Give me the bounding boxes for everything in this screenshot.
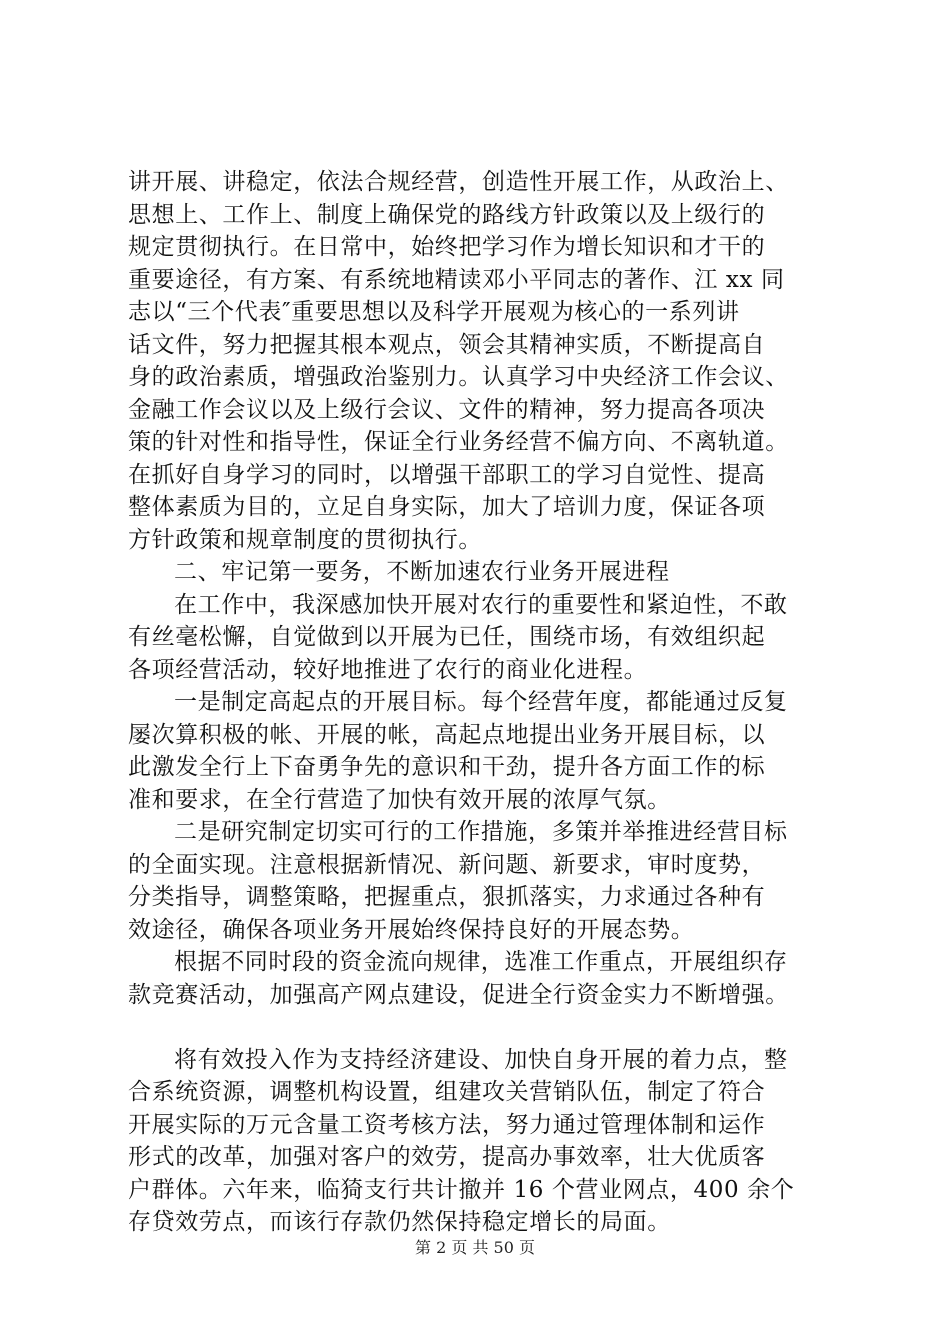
text-line: 根据不同时段的资金流向规律，选准工作重点，开展组织存 [174, 949, 788, 975]
paragraph-gap [128, 1011, 843, 1044]
text-line: 重要途径，有方案、有系统地精读邓小平同志的著作、江 xx 同 [128, 266, 785, 293]
text-line: 在抓好自身学习的同时，以增强干部职工的学习自觉性、提高 [128, 461, 766, 488]
text-line: 效途径，确保各项业务开展始终保持良好的开展态势。 [128, 916, 695, 943]
text-line: 开展实际的万元含量工资考核方法，努力通过管理体制和运作 [128, 1111, 766, 1138]
text-line: 身的政治素质，增强政治鉴别力。认真学习中央经济工作会议、 [128, 364, 789, 390]
text-line: 形式的改革，加强对客户的效劳，提高办事效率，壮大优质客 [128, 1144, 766, 1170]
text-line: 存贷效劳点，而该行存款仍然保持稳定增长的局面。 [128, 1209, 671, 1235]
document-body [128, 166, 843, 1239]
text-line: 合系统资源，调整机构设置，组建攻关营销队伍，制定了符合 [128, 1079, 766, 1105]
text-line: 有丝毫松懈，自觉做到以开展为已任，围绕市场，有效组织起 [128, 624, 766, 650]
text-line: 一是制定高起点的开展目标。每个经营年度，都能通过反复 [174, 689, 788, 715]
text-line: 方针政策和规章制度的贯彻执行。 [128, 526, 482, 553]
text-line: 分类指导，调整策略，把握重点，狠抓落实，力求通过各种有 [128, 884, 766, 910]
text-line: 二是研究制定切实可行的工作措施，多策并举推进经营目标 [174, 819, 788, 845]
text-line: 的全面实现。注意根据新情况、新问题、新要求，审时度势， [128, 851, 766, 878]
text-line: 准和要求，在全行营造了加快有效开展的浓厚气氛。 [128, 786, 671, 813]
text-line: 规定贯彻执行。在日常中，始终把学习作为增长知识和才干的 [128, 234, 766, 260]
text-line: 志以“三个代表″重要思想以及科学开展观为核心的一系列讲 [128, 299, 740, 325]
text-line: 思想上、工作上、制度上确保党的路线方针政策以及上级行的 [128, 201, 766, 228]
text-line: 在工作中，我深感加快开展对农行的重要性和紧迫性，不敢 [174, 591, 788, 618]
text-line: 讲开展、讲稳定，依法合规经营，创造性开展工作，从政治上、 [128, 169, 789, 195]
text-line: 屡次算积极的帐、开展的帐，高起点地提出业务开展目标，以 [128, 721, 766, 748]
section-heading: 二、牢记第一要务，不断加速农行业务开展进程 [174, 559, 670, 585]
text-line: 策的针对性和指导性，保证全行业务经营不偏方向、不离轨道。 [128, 429, 789, 455]
text-line: 话文件，努力把握其根本观点，领会其精神实质，不断提高自 [128, 331, 766, 358]
text-line: 此激发全行上下奋勇争先的意识和干劲，提升各方面工作的标 [128, 754, 766, 780]
text-line: 各项经营活动，较好地推进了农行的商业化进程。 [128, 656, 648, 683]
text-line: 金融工作会议以及上级行会议、文件的精神，努力提高各项决 [128, 396, 766, 423]
page-number-footer: 第 2 页 共 50 页 [415, 1238, 535, 1257]
text-line: 户群体。六年来，临猗支行共计撤并 16 个营业网点，400 余个 [128, 1176, 795, 1203]
text-line: 将有效投入作为支持经济建设、加快自身开展的着力点，整 [174, 1046, 788, 1073]
text-line: 整体素质为目的，立足自身实际，加大了培训力度，保证各项 [128, 494, 766, 520]
text-line: 款竞赛活动，加强高产网点建设，促进全行资金实力不断增强。 [128, 981, 789, 1008]
